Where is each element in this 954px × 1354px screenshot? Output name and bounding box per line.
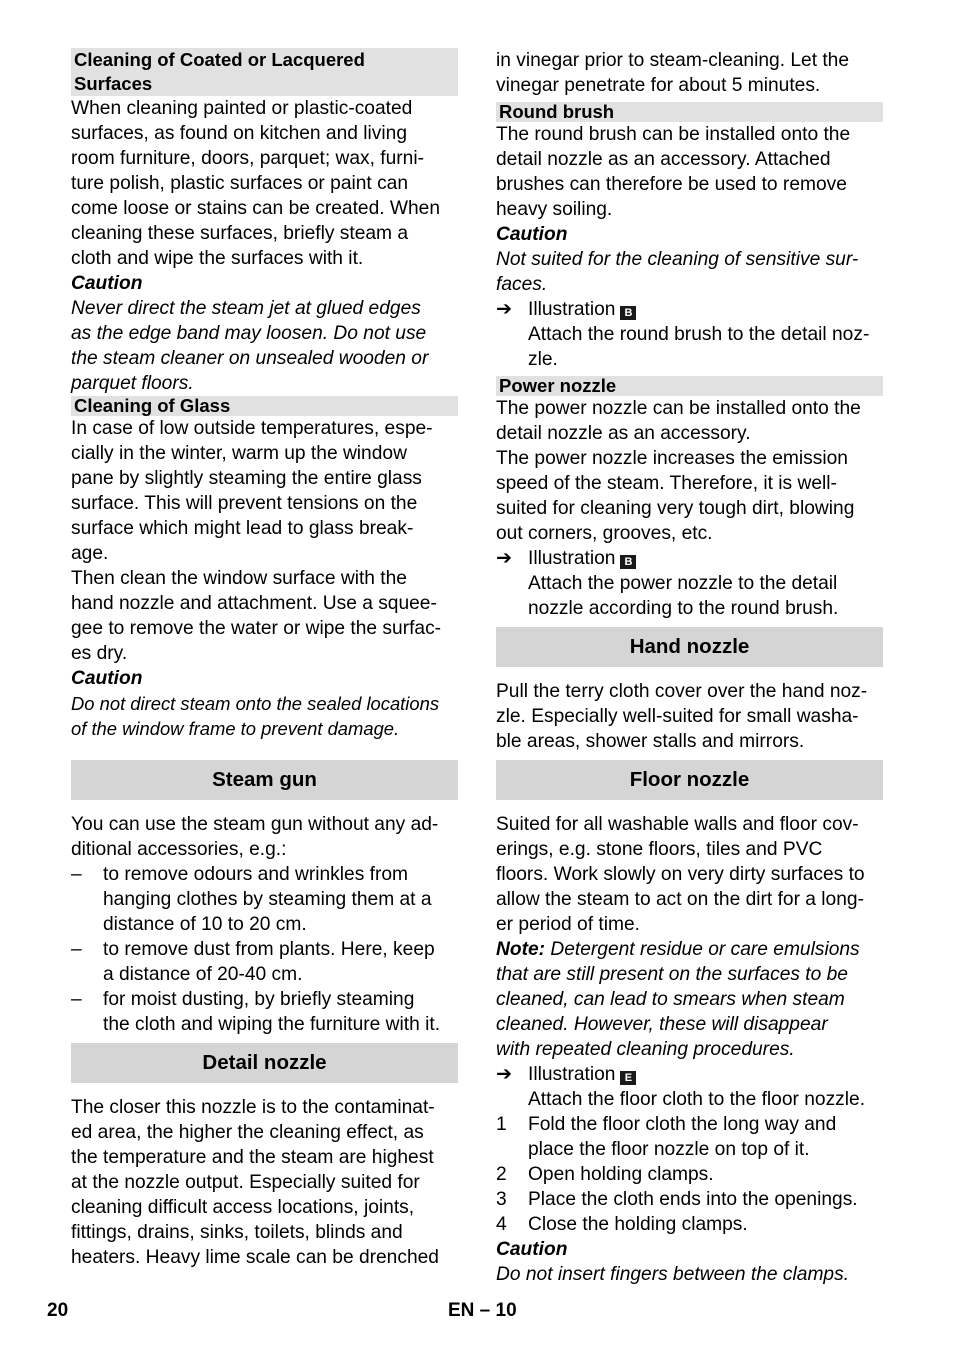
heading-floor-nozzle: Floor nozzle <box>496 760 883 800</box>
caution-text-floor: Do not insert fingers between the clamps. <box>496 1264 850 1285</box>
language-page-label: EN – 10 <box>448 1300 517 1321</box>
instruction-power-nozzle: Attach the power nozzle to the detail nozzle according to the round brush. <box>528 573 839 619</box>
note-floor-nozzle: Note: Detergent residue or care emulsions that are still present on the surfaces to be cleaned, can lead to smears when steam cleaned. However, these will disappear with repeated cleaning procedures. <box>496 939 860 1060</box>
arrow-right-icon: ➔ <box>496 299 513 320</box>
paragraph-steam-gun: You can use the steam gun without any ad- ditional accessories, e.g.: <box>71 814 439 860</box>
list-item: 1 Fold the floor cloth the long way and place the floor nozzle on top of it. <box>496 1114 837 1160</box>
heading-power-nozzle: Power nozzle <box>496 376 883 396</box>
right-column <box>496 48 883 1287</box>
paragraph-round-brush: The round brush can be installed onto the detail nozzle as an accessory. Attached brushes can therefore be used to remove heavy soiling. <box>496 124 851 220</box>
arrow-right-icon: ➔ <box>496 548 513 569</box>
paragraph-floor-nozzle: Suited for all washable walls and floor cov- erings, e.g. stone floors, tiles and PVC floors. Work slowly on very dirty surfaces to allow the steam to act on the dirt for a long- er period of time. <box>496 814 865 935</box>
heading-round-brush: Round brush <box>496 102 883 122</box>
heading-coated-surfaces: Cleaning of Coated or Lacquered Surfaces <box>71 48 458 96</box>
list-item: 4 Close the holding clamps. <box>496 1214 748 1235</box>
paragraph-coated: When cleaning painted or plastic-coated surfaces, as found on kitchen and living room furniture, doors, parquet; wax, furni- ture polish, plastic surfaces or paint can come loose or stains can be created. When cleaning these surfaces, briefly steam a cloth and wipe the surfaces with it. <box>71 98 441 269</box>
paragraph-hand-nozzle: Pull the terry cloth cover over the hand noz- zle. Especially well-suited for small washa- ble areas, shower stalls and mirrors. <box>496 681 868 752</box>
paragraph-power-nozzle: The power nozzle can be installed onto the detail nozzle as an accessory. The power nozzle increases the emission speed of the steam. Therefore, it is well- suited for cleaning very tough dirt, blowing out corners, grooves, etc. <box>496 398 861 544</box>
illustration-badge: B <box>620 306 636 320</box>
caution-text-round-brush: Not suited for the cleaning of sensitive sur- faces. <box>496 249 859 295</box>
illustration-reference: ➔ Illustration E <box>496 1062 883 1087</box>
heading-steam-gun: Steam gun <box>71 760 458 800</box>
paragraph-detail-nozzle: The closer this nozzle is to the contaminat- ed area, the higher the cleaning effect, as the temperature and the steam are highest at the nozzle output. Especially suited for cleaning difficult access locations, joints, fittings, drains, sinks, toilets, blinds and heaters. Heavy lime scale can be drenched <box>71 1097 439 1268</box>
list-item: – to remove dust from plants. Here, keep a distance of 20-40 cm. <box>71 939 435 985</box>
instruction-round-brush: Attach the round brush to the detail noz- zle. <box>528 324 870 370</box>
caution-text-glass: Do not direct steam onto the sealed locations of the window frame to prevent damage. <box>71 693 440 739</box>
caution-label: Caution <box>496 1239 568 1260</box>
instruction-floor-attach: Attach the floor cloth to the floor nozzle. <box>528 1089 866 1110</box>
list-item: 2 Open holding clamps. <box>496 1164 714 1185</box>
list-item: 3 Place the cloth ends into the openings. <box>496 1189 858 1210</box>
caution-label: Caution <box>71 668 143 689</box>
caution-label: Caution <box>71 273 143 294</box>
list-item: – for moist dusting, by briefly steaming the cloth and wiping the furniture with it. <box>71 989 441 1035</box>
left-column <box>71 48 458 1270</box>
paragraph-detail-continued: in vinegar prior to steam-cleaning. Let the vinegar penetrate for about 5 minutes. <box>496 50 850 96</box>
page-number: 20 <box>47 1300 69 1321</box>
paragraph-glass: In case of low outside temperatures, espe- cially in the winter, warm up the window pane by slightly steaming the entire glass surface. This will prevent tensions on the surface which might lead to glass break- age. Then clean the window surface with the hand nozzle and attachment. Use a squee- gee to remove the water or wipe the surfac- es dry. <box>71 418 442 664</box>
caution-text-coated: Never direct the steam jet at glued edges as the edge band may loosen. Do not use the steam cleaner on unsealed wooden or parquet floors. <box>71 298 429 394</box>
heading-cleaning-glass: Cleaning of Glass <box>71 396 458 416</box>
heading-hand-nozzle: Hand nozzle <box>496 627 883 667</box>
illustration-reference: ➔ Illustration B <box>496 546 883 571</box>
illustration-badge: B <box>620 555 636 569</box>
illustration-reference: ➔ Illustration B <box>496 297 883 322</box>
arrow-right-icon: ➔ <box>496 1064 513 1085</box>
caution-label: Caution <box>496 224 568 245</box>
list-item: – to remove odours and wrinkles from hanging clothes by steaming them at a distance of 10 to 20 cm. <box>71 864 432 935</box>
illustration-badge: E <box>620 1071 636 1085</box>
heading-detail-nozzle: Detail nozzle <box>71 1043 458 1083</box>
